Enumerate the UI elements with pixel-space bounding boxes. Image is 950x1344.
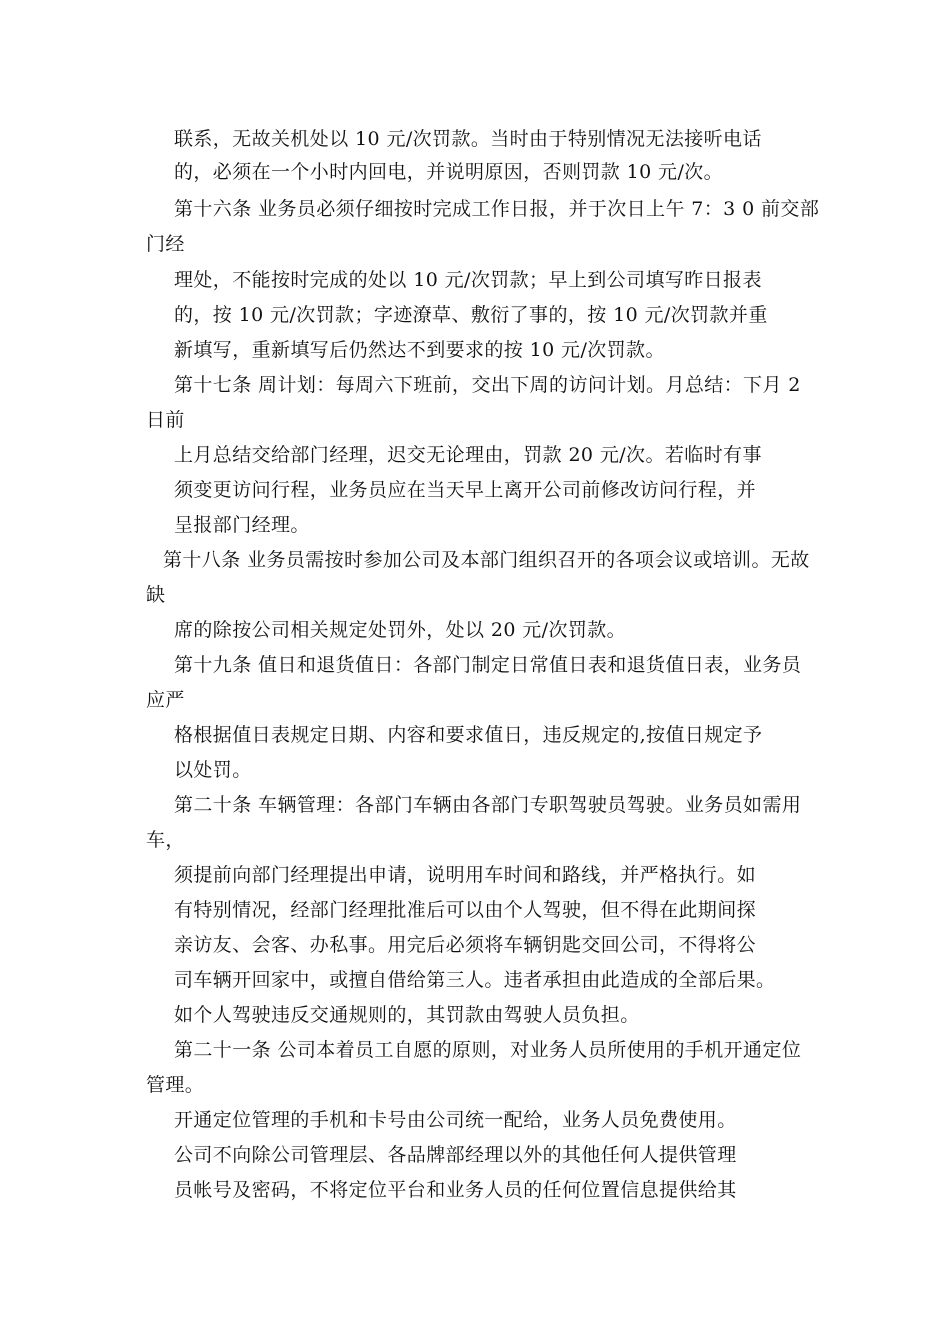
article-17-heading: 第十七条 周计划：每周六下班前，交出下周的访问计划。月总结：下月 2 [174, 374, 801, 396]
text-line: 开通定位管理的手机和卡号由公司统一配给，业务人员免费使用。 [174, 1109, 737, 1131]
article-18-heading: 第十八条 业务员需按时参加公司及本部门组织召开的各项会议或培训。无故 [163, 549, 810, 571]
article-21-heading: 第二十一条 公司本着员工自愿的原则，对业务人员所使用的手机开通定位 [174, 1039, 802, 1061]
text-line: 公司不向除公司管理层、各品牌部经理以外的其他任何人提供管理 [174, 1144, 737, 1166]
article-16-heading: 第十六条 业务员必须仔细按时完成工作日报，并于次日上午 7：3 0 前交部 [174, 198, 820, 220]
text-line: 联系，无故关机处以 10 元/次罚款。当时由于特别情况无法接听电话 [174, 128, 762, 150]
text-line: 管理。 [146, 1074, 205, 1096]
text-line: 以处罚。 [174, 759, 252, 781]
text-line: 有特别情况，经部门经理批准后可以由个人驾驶，但不得在此期间探 [174, 899, 757, 921]
text-line: 员帐号及密码，不将定位平台和业务人员的任何位置信息提供给其 [174, 1179, 737, 1201]
text-line: 呈报部门经理。 [174, 514, 310, 536]
text-line: 新填写，重新填写后仍然达不到要求的按 10 元/次罚款。 [174, 339, 665, 361]
text-line: 缺 [146, 584, 166, 606]
text-line: 应严 [146, 689, 185, 711]
text-line: 的，必须在一个小时内回电，并说明原因，否则罚款 10 元/次。 [174, 161, 724, 183]
text-line: 理处，不能按时完成的处以 10 元/次罚款；早上到公司填写昨日报表 [174, 269, 762, 291]
text-line: 门经 [146, 233, 185, 255]
text-line: 如个人驾驶违反交通规则的，其罚款由驾驶人员负担。 [174, 1004, 640, 1026]
article-19-heading: 第十九条 值日和退货值日：各部门制定日常值日表和退货值日表，业务员 [174, 654, 802, 676]
text-line: 司车辆开回家中，或擅自借给第三人。违者承担由此造成的全部后果。 [174, 969, 776, 991]
text-line: 须提前向部门经理提出申请，说明用车时间和路线，并严格执行。如 [174, 864, 757, 886]
text-line: 格根据值日表规定日期、内容和要求值日，违反规定的,按值日规定予 [174, 724, 763, 746]
text-line: 日前 [146, 409, 185, 431]
text-line: 的，按 10 元/次罚款；字迹潦草、敷衍了事的，按 10 元/次罚款并重 [174, 304, 768, 326]
text-line: 亲访友、会客、办私事。用完后必须将车辆钥匙交回公司，不得将公 [174, 934, 757, 956]
text-line: 席的除按公司相关规定处罚外，处以 20 元/次罚款。 [174, 619, 627, 641]
article-20-heading: 第二十条 车辆管理：各部门车辆由各部门专职驾驶员驾驶。业务员如需用 [174, 794, 802, 816]
text-line: 车， [146, 829, 185, 851]
text-line: 须变更访问行程，业务员应在当天早上离开公司前修改访问行程，并 [174, 479, 757, 501]
text-line: 上月总结交给部门经理，迟交无论理由，罚款 20 元/次。若临时有事 [174, 444, 762, 466]
